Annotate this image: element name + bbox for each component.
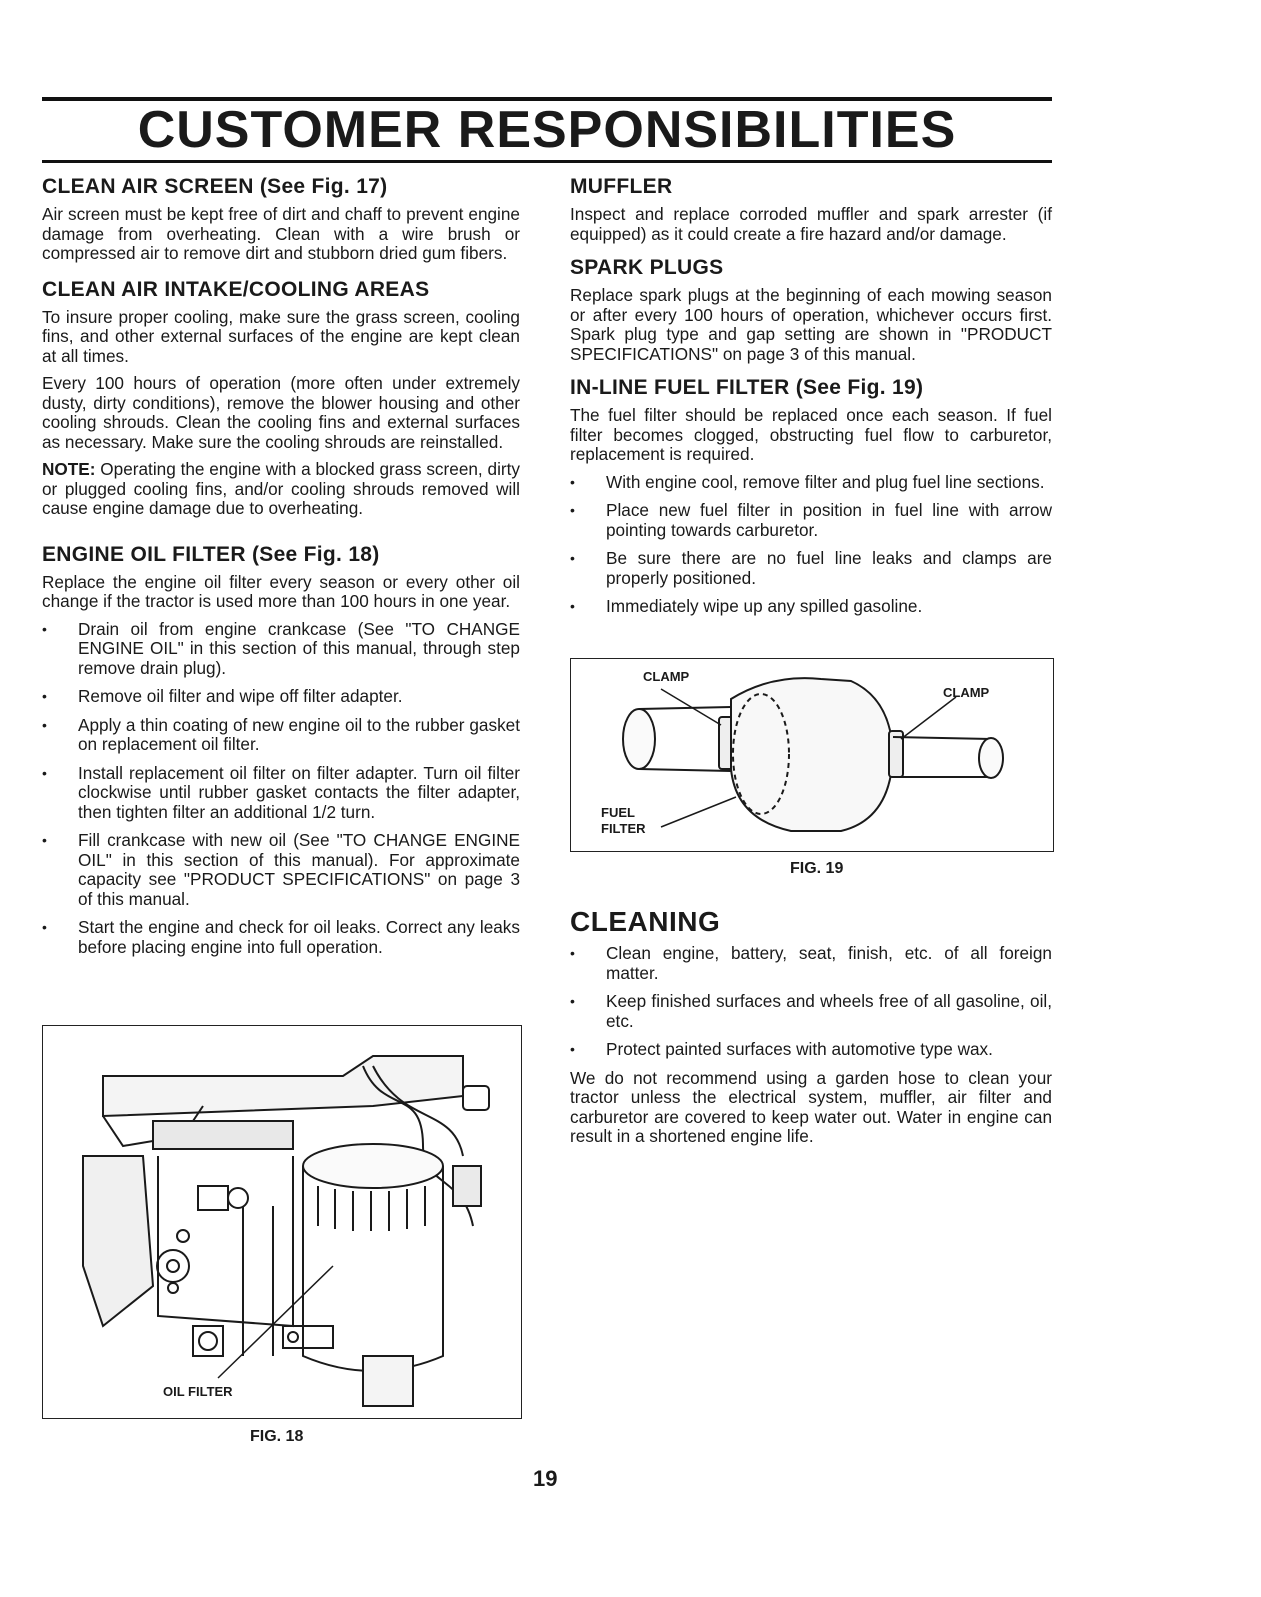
right-column-bottom <box>570 906 1052 1155</box>
spark-plugs-heading: SPARK PLUGS <box>570 256 724 279</box>
list-item: • Remove oil filter and wipe off filter adapter. <box>42 687 520 707</box>
clean-air-screen-heading: CLEAN AIR SCREEN (See Fig. 17) <box>42 175 388 198</box>
fig18-label-oil-filter: OIL FILTER <box>163 1384 233 1399</box>
list-item: • With engine cool, remove filter and plug fuel line sections. <box>570 473 1052 493</box>
fig19-label-clamp-right: CLAMP <box>943 685 990 700</box>
cleaning-heading: CLEANING <box>570 906 721 937</box>
fuel-filter-heading: IN-LINE FUEL FILTER (See Fig. 19) <box>570 376 924 399</box>
fuel-filter-text: The fuel filter should be replaced once each season. If fuel filter becomes clogged, obstructing fuel flow to carburetor, replacement is required. <box>570 405 1052 464</box>
note-text: Operating the engine with a blocked grass screen, dirty or plugged cooling fins, and/or cooling shrouds removed will cause engine damage due to overheating. <box>42 459 520 518</box>
fig19-label-clamp-left: CLAMP <box>643 669 690 684</box>
list-item: • Apply a thin coating of new engine oil to the rubber gasket on replacement oil filter. <box>42 716 520 755</box>
list-item: • Protect painted surfaces with automotive type wax. <box>570 1040 1052 1060</box>
oil-filter-section <box>42 543 520 958</box>
fig19-label-filter: FILTER <box>601 821 646 836</box>
intake-cooling-note <box>42 460 520 519</box>
intake-cooling-paragraph-2: Every 100 hours of operation (more often under extremely dusty, dirty conditions), remove the blower housing and other cooling shrouds. Clean the cooling fins and external surfaces as necessary. Make sure the cooling shrouds are reinstalled. <box>42 373 520 452</box>
fig18-caption: FIG. 18 <box>250 1428 304 1445</box>
page-title: CUSTOMER RESPONSIBILITIES <box>137 101 957 159</box>
clean-air-screen-text: Air screen must be kept free of dirt and chaff to prevent engine damage from overheating. Clean with a wire brush or compressed air to remove dirt and stubborn dried gum fibers. <box>42 204 520 263</box>
fig18-illustration <box>42 1025 522 1419</box>
intake-cooling-heading: CLEAN AIR INTAKE/COOLING AREAS <box>42 277 430 301</box>
list-item: • Clean engine, battery, seat, finish, etc. of all foreign matter. <box>570 944 1052 983</box>
spark-plugs-text: Replace spark plugs at the beginning of each mowing season or after every 100 hours of operation, whichever occurs first. Spark plug type and gap setting are shown in "PRODUCT SPECIFICATIONS" on page 3 of this manual. <box>570 285 1052 364</box>
oil-filter-engine-drawing <box>43 1026 521 1418</box>
fig19-caption: FIG. 19 <box>790 860 844 877</box>
list-item: • Immediately wipe up any spilled gasoline. <box>570 597 1052 617</box>
fig19-illustration <box>570 658 1054 852</box>
list-item: • Install replacement oil filter on filter adapter. Turn oil filter clockwise until rubber gasket contacts the filter adapter, then tighten filter an additional 1/2 turn. <box>42 764 520 823</box>
spark-plugs-section <box>570 256 1052 364</box>
fuel-filter-steps <box>570 473 1052 617</box>
oil-filter-intro: Replace the engine oil filter every season or every other oil change if the tractor is used more than 100 hours in one year. <box>42 571 520 611</box>
right-column-top <box>570 175 1052 626</box>
muffler-section <box>570 175 1052 244</box>
list-item: • Be sure there are no fuel line leaks and clamps are properly positioned. <box>570 549 1052 588</box>
list-item: • Keep finished surfaces and wheels free of all gasoline, oil, etc. <box>570 992 1052 1031</box>
oil-filter-steps <box>42 620 520 958</box>
fuel-filter-drawing <box>571 659 1053 851</box>
cleaning-text: We do not recommend using a garden hose to clean your tractor unless the electrical system, muffler, air filter and carburetor are covered to keep water out. Water in engine can result in a shortened engine life. <box>570 1067 1052 1146</box>
page-number: 19 <box>533 1466 558 1491</box>
list-item: • Place new fuel filter in position in fuel line with arrow pointing towards carburetor. <box>570 501 1052 540</box>
intake-cooling-section <box>42 278 520 519</box>
oil-filter-heading: ENGINE OIL FILTER (See Fig. 18) <box>42 542 380 566</box>
fuel-filter-section <box>570 376 1052 617</box>
cleaning-steps <box>570 944 1052 1060</box>
list-item: • Drain oil from engine crankcase (See "TO CHANGE ENGINE OIL" in this section of this manual, through step remove drain plug). <box>42 620 520 679</box>
muffler-heading: MUFFLER <box>570 175 673 198</box>
note-label: NOTE: <box>42 459 96 479</box>
list-item: • Start the engine and check for oil leaks. Correct any leaks before placing engine into full operation. <box>42 918 520 957</box>
muffler-text: Inspect and replace corroded muffler and spark arrester (if equipped) as it could create a fire hazard and/or damage. <box>570 204 1052 244</box>
clean-air-screen-section <box>42 175 520 264</box>
list-item: • Fill crankcase with new oil (See "TO CHANGE ENGINE OIL" in this section of this manual). For approximate capacity see "PRODUCT SPECIFICATIONS" on page 3 of this manual. <box>42 831 520 909</box>
title-underline <box>42 160 1052 163</box>
intake-cooling-paragraph-1: To insure proper cooling, make sure the grass screen, cooling fins, and other external surfaces of the engine are kept clean at all times. <box>42 306 520 366</box>
left-column <box>42 175 520 966</box>
cleaning-section <box>570 906 1052 1147</box>
fig19-label-fuel: FUEL <box>601 805 635 820</box>
